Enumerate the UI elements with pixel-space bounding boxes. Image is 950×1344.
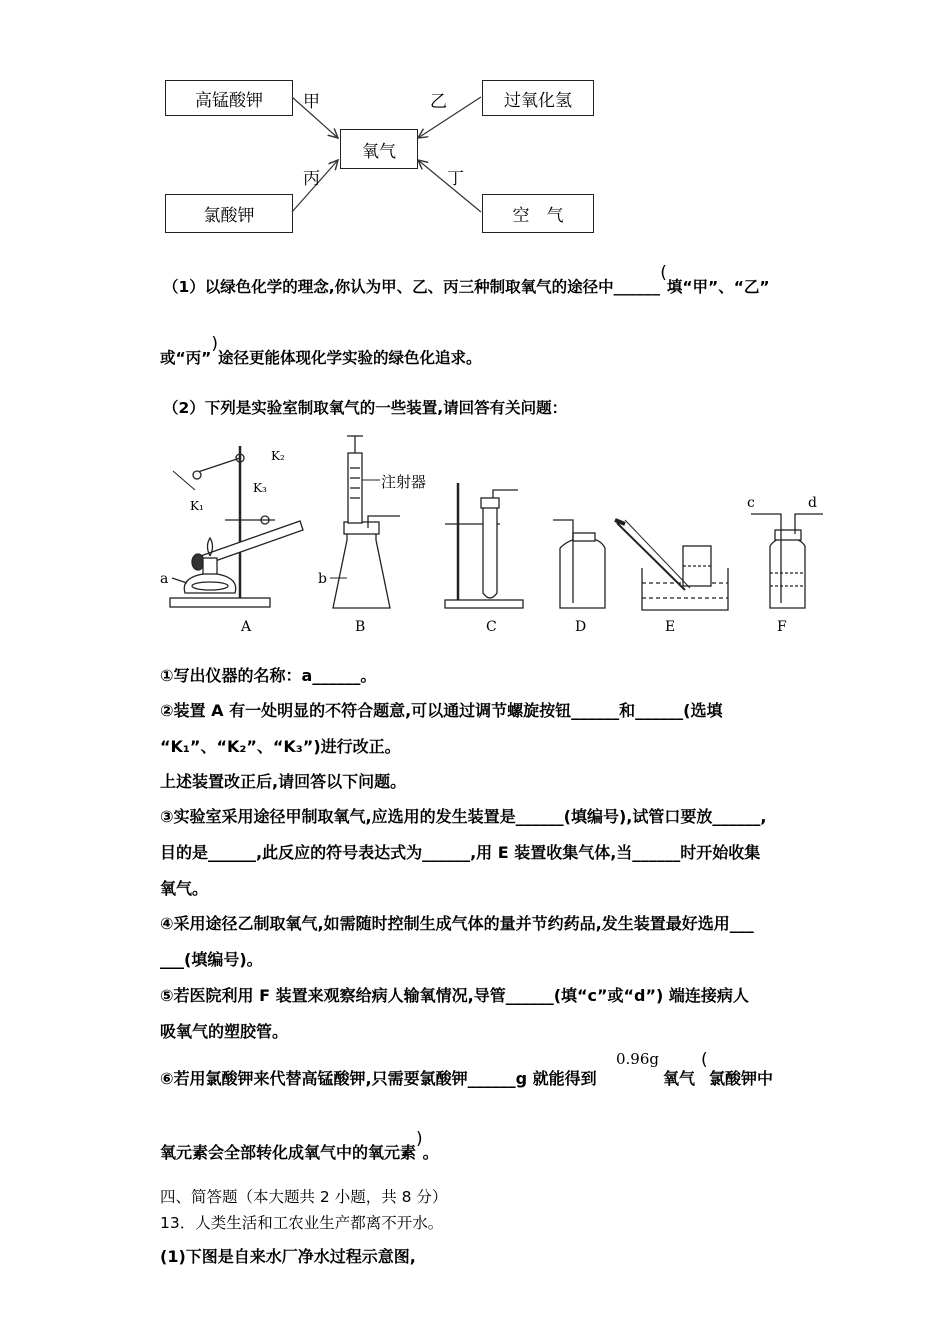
- q2-s6-end: 。: [422, 1143, 439, 1162]
- label-apparatus-d: D: [575, 619, 587, 635]
- box-oxygen: 氧气: [340, 129, 418, 169]
- q2-s3a: ③实验室采用途径甲制取氧气,应选用的发生装置是______(填编号),试管口要放______,: [160, 807, 767, 826]
- section4-q13: 13．人类生活和工农业生产都离不开水。: [160, 1214, 444, 1232]
- q2-s1: ①写出仪器的名称：a______。: [160, 666, 377, 685]
- q1-paren-close: ): [211, 334, 219, 354]
- section4-title: 四、简答题（本大题共 2 小题，共 8 分）: [160, 1188, 448, 1206]
- q1-line1: [163, 263, 770, 297]
- box-kclo3: 氯酸钾: [165, 194, 293, 233]
- diagram-arrows: [0, 0, 950, 260]
- q2-s3b: 目的是______,此反应的符号表达式为______,用 E 装置收集气体,当______时开始收集: [160, 843, 761, 862]
- label-apparatus-a: A: [241, 619, 252, 635]
- q2-s4a: ④采用途径乙制取氧气,如需随时控制生成气体的量并节约药品,发生装置最好选用___: [160, 914, 754, 933]
- label-k1: K₁: [190, 499, 204, 513]
- apparatus-f: [751, 514, 823, 608]
- label-apparatus-b: B: [355, 619, 366, 635]
- label-apparatus-c: C: [486, 619, 497, 635]
- q2-s2c: 上述装置改正后,请回答以下问题。: [160, 772, 407, 791]
- apparatus-b: [330, 436, 400, 608]
- box-h2o2: 过氧化氢: [482, 80, 594, 116]
- q2-s6-tail: 氯酸钾中: [709, 1069, 774, 1088]
- route-bing-label: 丙: [303, 169, 320, 189]
- label-d: d: [808, 495, 817, 511]
- q2-s5b: 吸氧气的塑胶管。: [160, 1022, 289, 1041]
- label-b: b: [318, 571, 327, 587]
- label-k2: K₂: [271, 449, 285, 463]
- q2-s6b-text: 氧元素会全部转化成氧气中的氧元素: [160, 1143, 417, 1162]
- label-c: c: [747, 495, 755, 511]
- apparatus-a: [170, 446, 303, 607]
- q2-s6a: [160, 1066, 597, 1089]
- q2-s5a: ⑤若医院利用 F 装置来观察给病人输氧情况,导管______(填“c”或“d”) 端连接病人: [160, 986, 749, 1005]
- q2-s6-paren-close: ): [416, 1129, 423, 1149]
- apparatus-d: [553, 520, 605, 608]
- q2-s6-paren-open: (: [701, 1050, 708, 1070]
- apparatus-e: [615, 520, 728, 610]
- apparatus-figure: [155, 428, 835, 638]
- apparatus-c: [445, 483, 523, 608]
- box-kmno4: 高锰酸钾: [165, 80, 293, 116]
- label-apparatus-e: E: [665, 619, 676, 635]
- q1-text: （1）以绿色化学的理念,你认为甲、乙、丙三种制取氧气的途径中______: [163, 278, 661, 296]
- q2-s3c: 氧气。: [160, 879, 209, 898]
- q1-tail: 填“甲”、“乙”: [666, 278, 770, 296]
- route-ding-label: 丁: [447, 169, 464, 189]
- q2-s2b: “K₁”、“K₂”、“K₃”)进行改正。: [160, 737, 401, 756]
- q1-paren-open: (: [660, 263, 667, 283]
- q2-intro: （2）下列是实验室制取氧气的一些装置,请回答有关问题：: [163, 399, 568, 417]
- q2-s6-mass: 0.96g: [616, 1050, 660, 1068]
- q2-s2a: ②装置 A 有一处明显的不符合题意,可以通过调节螺旋按钮______和______(选填: [160, 701, 723, 720]
- route-yi-label: 乙: [430, 92, 447, 112]
- label-syringe: 注射器: [381, 473, 427, 491]
- q2-s6a-text: ⑥若用氯酸钾来代替高锰酸钾,只需要氯酸钾______g 就能得到: [160, 1069, 597, 1088]
- q2-s6-gas: 氧气: [663, 1069, 696, 1088]
- route-jia-label: 甲: [303, 92, 320, 112]
- label-a: a: [160, 571, 169, 587]
- q2-s6b: [160, 1129, 439, 1163]
- label-apparatus-f: F: [777, 619, 787, 635]
- q1-line2: [160, 334, 482, 368]
- section4-q13-1: (1)下图是自来水厂净水过程示意图,: [160, 1247, 416, 1266]
- label-k3: K₃: [253, 481, 267, 495]
- q1-line2-tail: 途径更能体现化学实验的绿色化追求。: [218, 349, 482, 367]
- q1-line2-text: 或“丙”: [160, 349, 212, 367]
- q2-s4b: ___(填编号)。: [160, 950, 263, 969]
- arrow-yi: [418, 97, 481, 138]
- box-air: 空 气: [482, 194, 594, 233]
